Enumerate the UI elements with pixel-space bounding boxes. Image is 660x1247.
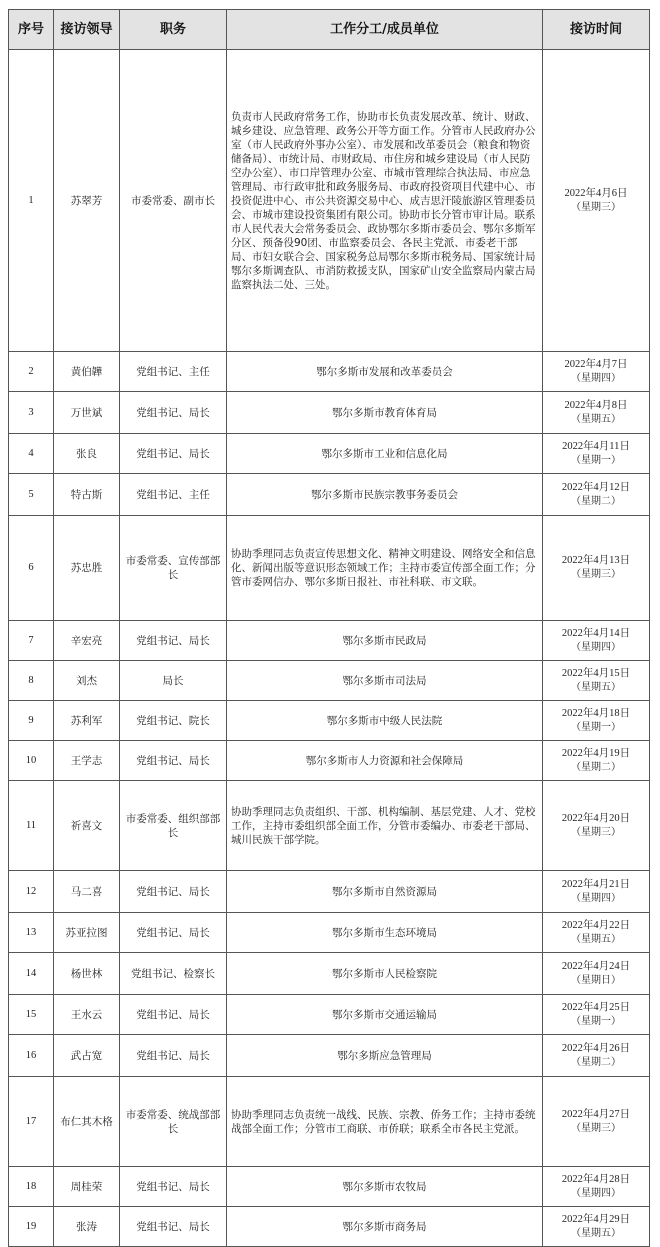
leader-name: 武占宽: [54, 1035, 120, 1077]
header-time: 接访时间: [543, 10, 650, 50]
duty-text: 鄂尔多斯市交通运输局: [227, 995, 543, 1035]
row-number: 8: [9, 661, 54, 701]
duty-text: 鄂尔多斯市人民检察院: [227, 953, 543, 995]
table-row: [9, 392, 650, 434]
leader-title: 市委常委、统战部部长: [120, 1077, 227, 1167]
row-number: 4: [9, 434, 54, 474]
table-row: [9, 621, 650, 661]
table-row: [9, 50, 650, 352]
reception-date: 2022年4月24日: [561, 960, 631, 972]
reception-date: 2022年4月13日: [561, 555, 631, 566]
row-number: 13: [9, 913, 54, 953]
table-body: [9, 50, 650, 1247]
row-number: 12: [9, 871, 54, 913]
table-row: [9, 741, 650, 781]
leader-title: 党组书记、局长: [120, 392, 227, 434]
reception-weekday: （星期四）: [571, 1187, 621, 1199]
table-header-row: [9, 10, 650, 50]
duty-text: 鄂尔多斯市民族宗教事务委员会: [227, 474, 543, 516]
row-number: 10: [9, 741, 54, 781]
row-number: 6: [9, 516, 54, 621]
reception-time: [543, 913, 650, 953]
leader-title: 党组书记、局长: [120, 621, 227, 661]
table-row: [9, 1207, 650, 1247]
reception-date: 2022年4月26日: [561, 1042, 631, 1054]
reception-time: [543, 392, 650, 434]
reception-weekday: （星期四）: [571, 372, 621, 384]
reception-time: [543, 1207, 650, 1247]
duty-text: 鄂尔多斯市工业和信息化局: [227, 434, 543, 474]
reception-weekday: （星期二）: [571, 761, 621, 773]
reception-weekday: （星期五）: [571, 413, 621, 425]
row-number: 15: [9, 995, 54, 1035]
leader-name: 祈喜文: [54, 781, 120, 871]
leader-title: 市委常委、组织部部长: [120, 781, 227, 871]
table-row: [9, 352, 650, 392]
duty-text: 鄂尔多斯市中级人民法院: [227, 701, 543, 741]
leader-name: 苏亚拉图: [54, 913, 120, 953]
leader-title: 党组书记、局长: [120, 1207, 227, 1247]
table-row: [9, 1035, 650, 1077]
table-row: [9, 701, 650, 741]
reception-date: 2022年4月12日: [561, 481, 631, 493]
reception-weekday: （星期一）: [571, 454, 621, 466]
reception-weekday: （星期一）: [571, 721, 621, 733]
reception-weekday: （星期五）: [571, 681, 621, 693]
table-row: [9, 1077, 650, 1167]
reception-date: 2022年4月7日: [564, 358, 628, 370]
duty-text: 鄂尔多斯市发展和改革委员会: [227, 352, 543, 392]
reception-weekday: （星期一）: [571, 1015, 621, 1027]
reception-weekday: （星期四）: [571, 892, 621, 904]
reception-date: 2022年4月21日: [561, 878, 631, 890]
row-number: 14: [9, 953, 54, 995]
reception-time: [543, 953, 650, 995]
leader-name: 辛宏亮: [54, 621, 120, 661]
leader-name: 万世斌: [54, 392, 120, 434]
reception-date: 2022年4月19日: [561, 747, 631, 759]
duty-text: 鄂尔多斯应急管理局: [227, 1035, 543, 1077]
leader-title: 党组书记、检察长: [120, 953, 227, 995]
reception-weekday: （星期二）: [571, 495, 621, 507]
duty-text: 鄂尔多斯市人力资源和社会保障局: [227, 741, 543, 781]
row-number: 1: [9, 50, 54, 352]
reception-weekday: （星期五）: [571, 1227, 621, 1239]
duty-text: 鄂尔多斯市生态环境局: [227, 913, 543, 953]
leader-title: 市委常委、副市长: [120, 50, 227, 352]
row-number: 16: [9, 1035, 54, 1077]
leader-name: 杨世林: [54, 953, 120, 995]
leader-name: 张涛: [54, 1207, 120, 1247]
reception-date: 2022年4月28日: [561, 1173, 631, 1185]
duty-text: 协助季理同志负责统一战线、民族、宗教、侨务工作；主持市委统战部全面工作；分管市工商联、市侨联；联系全市各民主党派。: [227, 1077, 543, 1167]
table-row: [9, 516, 650, 621]
reception-time: [543, 741, 650, 781]
leader-title: 局长: [120, 661, 227, 701]
leader-name: 特古斯: [54, 474, 120, 516]
table-row: [9, 474, 650, 516]
header-leader: 接访领导: [54, 10, 120, 50]
leader-name: 马二喜: [54, 871, 120, 913]
row-number: 7: [9, 621, 54, 661]
reception-date: 2022年4月14日: [561, 627, 631, 639]
leader-name: 刘杰: [54, 661, 120, 701]
leader-name: 苏忠胜: [54, 516, 120, 621]
reception-time: [543, 1035, 650, 1077]
leader-title: 党组书记、局长: [120, 741, 227, 781]
reception-weekday: （星期三）: [571, 1122, 621, 1134]
leader-name: 王学志: [54, 741, 120, 781]
leader-title: 党组书记、主任: [120, 352, 227, 392]
row-number: 17: [9, 1077, 54, 1167]
leader-title: 党组书记、局长: [120, 434, 227, 474]
leader-name: 苏利军: [54, 701, 120, 741]
table-row: [9, 434, 650, 474]
leader-name: 布仁其木格: [54, 1077, 120, 1167]
leader-title: 党组书记、局长: [120, 913, 227, 953]
leader-name: 王水云: [54, 995, 120, 1035]
leader-title: 党组书记、局长: [120, 1035, 227, 1077]
reception-time: [543, 995, 650, 1035]
reception-weekday: （星期日）: [571, 974, 621, 986]
leader-title: 市委常委、宣传部部长: [120, 516, 227, 621]
reception-weekday: （星期五）: [571, 933, 621, 945]
table-row: [9, 995, 650, 1035]
table-row: [9, 781, 650, 871]
reception-date: 2022年4月27日: [561, 1108, 631, 1120]
row-number: 3: [9, 392, 54, 434]
reception-time: [543, 474, 650, 516]
reception-weekday: （星期三）: [571, 201, 621, 213]
duty-text: 鄂尔多斯市司法局: [227, 661, 543, 701]
reception-weekday: （星期二）: [571, 1056, 621, 1068]
leader-title: 党组书记、局长: [120, 995, 227, 1035]
table-row: [9, 913, 650, 953]
row-number: 11: [9, 781, 54, 871]
duty-text: 鄂尔多斯市农牧局: [227, 1167, 543, 1207]
reception-time: [543, 781, 650, 871]
leader-title: 党组书记、院长: [120, 701, 227, 741]
header-title: 职务: [120, 10, 227, 50]
table-row: [9, 661, 650, 701]
row-number: 18: [9, 1167, 54, 1207]
reception-date: 2022年4月22日: [561, 919, 631, 931]
reception-date: 2022年4月6日: [564, 187, 628, 199]
reception-date: 2022年4月18日: [561, 707, 631, 719]
table-row: [9, 871, 650, 913]
row-number: 2: [9, 352, 54, 392]
reception-weekday: （星期三）: [571, 569, 621, 580]
reception-date: 2022年4月20日: [561, 812, 631, 824]
leader-name: 黄伯韡: [54, 352, 120, 392]
reception-time: [543, 434, 650, 474]
reception-date: 2022年4月15日: [561, 667, 631, 679]
reception-date: 2022年4月29日: [561, 1213, 631, 1225]
reception-time: [543, 871, 650, 913]
reception-schedule-table: [8, 9, 650, 1247]
reception-date: 2022年4月25日: [561, 1001, 631, 1013]
leader-title: 党组书记、主任: [120, 474, 227, 516]
leader-title: 党组书记、局长: [120, 871, 227, 913]
reception-time: [543, 516, 650, 621]
header-no: 序号: [9, 10, 54, 50]
leader-name: 苏翠芳: [54, 50, 120, 352]
reception-weekday: （星期四）: [571, 641, 621, 653]
duty-text: 鄂尔多斯市民政局: [227, 621, 543, 661]
reception-time: [543, 1167, 650, 1207]
duty-text: 鄂尔多斯市自然资源局: [227, 871, 543, 913]
header-duty: 工作分工/成员单位: [227, 10, 543, 50]
row-number: 9: [9, 701, 54, 741]
leader-name: 张良: [54, 434, 120, 474]
reception-date: 2022年4月8日: [564, 399, 628, 411]
reception-time: [543, 1077, 650, 1167]
duty-text: 协助季理同志负责宣传思想文化、精神文明建设、网络安全和信息化、新闻出版等意识形态领域工作；主持市委宣传部全面工作；分管市委网信办、鄂尔多斯日报社、市社科联、市文联。: [227, 516, 543, 621]
reception-time: [543, 352, 650, 392]
duty-text: 鄂尔多斯市商务局: [227, 1207, 543, 1247]
reception-date: 2022年4月11日: [562, 440, 630, 452]
reception-time: [543, 661, 650, 701]
reception-time: [543, 621, 650, 661]
reception-weekday: （星期三）: [571, 826, 621, 838]
duty-text: 协助季理同志负责组织、干部、机构编制、基层党建、人才、党校工作，主持市委组织部全面工作，分管市委编办、市委老干部局、城川民族干部学院。: [227, 781, 543, 871]
row-number: 19: [9, 1207, 54, 1247]
row-number: 5: [9, 474, 54, 516]
reception-time: [543, 701, 650, 741]
reception-time: [543, 50, 650, 352]
leader-title: 党组书记、局长: [120, 1167, 227, 1207]
duty-text: 鄂尔多斯市教育体育局: [227, 392, 543, 434]
duty-text: 负责市人民政府常务工作，协助市长负责发展改革、统计、财政、城乡建设、应急管理、政务公开等方面工作。分管市人民政府办公室（市人民政府外事办公室）、市发展和改革委员会（粮食和物资储备局）、市统计局、市财政局、市住房和城乡建设局（市人民防空办公室）、市口岸管理办公室、市城市管理综合执法局、市应急管理局、市行政审批和政务服务局、市政府投资项目代建中心、市投资促进中心、市公共资源交易中心、成吉思汗陵旅游区管理委员会、市城市建设投资集团有限公司。协助市长分管市审计局。联系市人民代表大会常务委员会、政协鄂尔多斯市委员会、鄂尔多斯军分区、预备役90团、市监察委员会、各民主党派、市委老干部局、市妇女联合会、国家税务总局鄂尔多斯市税务局、国家统计局鄂尔多斯调查队、市消防救援支队，国家矿山安全监察局内蒙古局监察执法二处、三处。: [227, 50, 543, 352]
table-row: [9, 953, 650, 995]
table-row: [9, 1167, 650, 1207]
leader-name: 周桂荣: [54, 1167, 120, 1207]
